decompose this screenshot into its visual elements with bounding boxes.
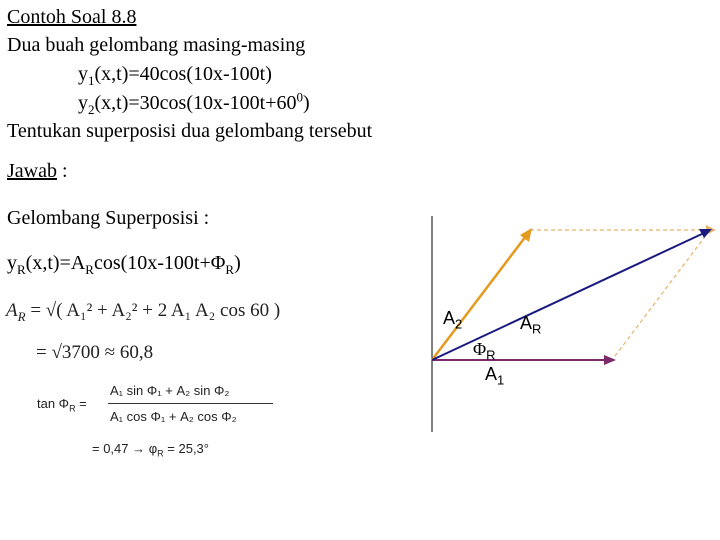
answer-colon: :: [56, 160, 68, 182]
problem-title: Contoh Soal 8.8: [7, 6, 137, 28]
wave1-sub: 1: [88, 73, 95, 88]
label-ar-text: A: [520, 313, 533, 333]
label-a1: [485, 363, 505, 388]
formula-tail: cos(10x-100t+Φ: [93, 252, 226, 274]
label-a1-sub: 1: [497, 372, 505, 388]
formula-ysub: R: [17, 262, 26, 277]
tan-denominator: A₁ cos Φ₁ + A₂ cos Φ₂: [110, 409, 237, 424]
label-a2-text: A: [443, 308, 456, 328]
wave2-sub: 2: [88, 102, 95, 117]
phase-result-text: = 0,47 → φ: [92, 441, 158, 456]
tan-lhs-sub: R: [69, 403, 76, 414]
wave2-end: ): [302, 92, 310, 114]
label-phi: [473, 338, 496, 363]
formula-mid: (x,t)=A: [25, 252, 86, 274]
wave2-sup: 0: [296, 89, 303, 105]
amplitude-rhs: = √( A₁² + A₂² + 2 A₁ A₂ cos 60 ): [30, 300, 281, 321]
tan-eq: =: [75, 396, 87, 411]
superposition-heading: Gelombang Superposisi :: [7, 207, 210, 229]
amplitude-lhs-sub: R: [17, 308, 26, 324]
label-ar: [520, 312, 542, 337]
formula-end: ): [234, 252, 241, 274]
answer-word: Jawab: [7, 160, 57, 182]
label-phi-sub: R: [486, 347, 496, 363]
wave2-y: y: [78, 92, 88, 114]
formula-y: y: [7, 252, 17, 274]
formula-phisub: R: [225, 262, 235, 277]
label-a1-text: A: [485, 364, 498, 384]
problem-intro: Dua buah gelombang masing-masing: [7, 34, 306, 56]
amplitude-lhs: A: [6, 300, 18, 321]
a1-arrowhead-icon: [604, 355, 616, 365]
wave1-y: y: [78, 63, 88, 85]
tan-numerator: A₁ sin Φ₁ + A₂ sin Φ₂: [110, 383, 230, 398]
dashed-side: [612, 230, 710, 360]
wave1-rest: (x,t)=40cos(10x-100t): [94, 63, 272, 85]
label-phi-text: Φ: [473, 339, 487, 359]
label-a2-sub: 2: [455, 316, 463, 332]
amplitude-result: = √3700 ≈ 60,8: [36, 342, 154, 363]
problem-task: Tentukan superposisi dua gelombang tersebut: [7, 120, 373, 142]
tan-lhs-text: tan Φ: [37, 396, 70, 411]
label-ar-sub: R: [532, 321, 542, 337]
phase-result-value: = 25,3°: [163, 441, 209, 456]
formula-asub: R: [85, 262, 94, 277]
phase-result-sub: R: [157, 448, 164, 459]
label-a2: [443, 307, 463, 332]
wave2-rest: (x,t)=30cos(10x-100t+60: [94, 92, 297, 114]
